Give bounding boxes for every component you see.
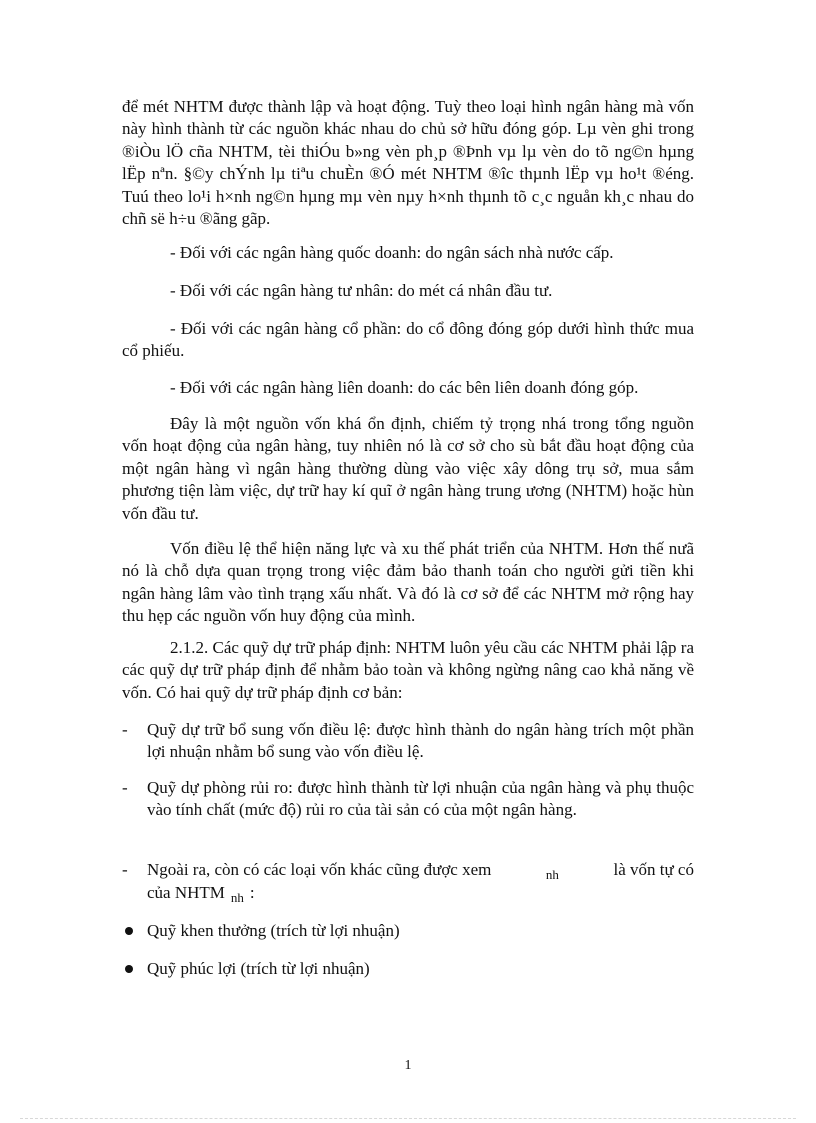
dash-item-supplementary-fund	[122, 719, 694, 764]
state-banks-line: - Đối với các ngân hàng quốc doanh: do ngân sách nhà nước cấp.	[170, 243, 614, 262]
bullet-item-bonus-fund	[122, 920, 694, 942]
other-capital-part3: của NHTM	[147, 883, 225, 903]
bullet-item-welfare-fund	[122, 958, 694, 980]
reserve-funds-paragraph: 2.1.2. Các quỹ dự trữ pháp định: NHTM luôn yêu cầu các NHTM phải lập ra các quỹ dự trữ pháp định để nhằm bảo toàn và không ngừng nâng cao khả năng về vốn. Có hai quỹ dự trữ pháp định cơ bản:	[122, 638, 694, 702]
other-capital-line-2	[147, 882, 694, 905]
private-banks-line: - Đối với các ngân hàng tư nhân: do mét cá nhân đầu tư.	[170, 281, 553, 300]
bullet-dot-icon	[125, 927, 133, 935]
bullet-item-text: Quỹ khen thưởng (trích từ lợi nhuận)	[147, 921, 400, 940]
dash-item-text: Quỹ dự trữ bổ sung vốn điều lệ: được hình thành do ngân hàng trích một phần lợi nhuận nhằm bổ sung vào vốn điều lệ.	[147, 720, 694, 762]
page-bottom-edge	[20, 1118, 796, 1119]
other-capital-part1: Ngoài ra, còn có các loại vốn khác cũng được xem	[147, 860, 492, 879]
bullet-dot-icon	[125, 965, 133, 973]
dash-item-other-capital	[122, 859, 694, 906]
intro-paragraph: để mét NHTM được thành lập và hoạt động. Tuỳ theo loại hình ngân hàng mà vốn này hình thành từ các nguồn khác nhau do chủ sở hữu đóng góp. Lµ vèn ghi trong ®iÒu lÖ cña NHTM, tèi thiÓu b»ng vèn ph¸p ®Þnh vµ lµ vèn do tõ ng©n hµng lËp nªn. §©y chÝnh lµ tiªu chuÈn ®Ó mét NHTM ®îc thµnh lËp vµ ho¹t ®éng. Tuú theo lo¹i h×nh ng©n hµng mµ vèn nµy h×nh thµnh tõ c¸c nguån kh¸c nhau do chñ së h÷u ®ãng gãp.	[122, 97, 694, 229]
dash-marker: -	[122, 778, 128, 797]
page-number: 1	[404, 1058, 412, 1073]
joint-venture-banks-line: - Đối với các ngân hàng liên doanh: do các bên liên doanh đóng góp.	[170, 378, 639, 397]
other-capital-note1: nh	[545, 867, 559, 882]
joint-stock-banks-line: - Đối với các ngân hàng cổ phần: do cổ đông đóng góp dưới hình thức mua cổ phiếu.	[122, 319, 694, 361]
other-capital-part2: là vốn tự có	[613, 860, 694, 879]
dash-marker: -	[122, 720, 128, 739]
charter-capital-paragraph: Vốn điều lệ thể hiện năng lực và xu thế phát triển của NHTM. Hơn thế nưã nó là chỗ dựa quan trọng trong việc đảm bảo thanh toán cho người gửi tiền khi ngân hàng lâm vào tình trạng xấu nhất. Và đó là cơ sở để các NHTM mở rộng hay thu hẹp các nguồn vốn huy động của mình.	[122, 539, 694, 626]
dash-item-text: Quỹ dự phòng rủi ro: được hình thành từ lợi nhuận của ngân hàng và phụ thuộc vào tính chất (mức độ) rủi ro của tài sản có của một ngân hàng.	[147, 778, 694, 820]
other-capital-note2: nh	[230, 890, 244, 906]
other-capital-line-1	[147, 859, 694, 882]
dash-item-text	[147, 859, 694, 906]
other-capital-part4: :	[249, 883, 255, 903]
dash-item-risk-fund	[122, 777, 694, 822]
bullet-item-text: Quỹ phúc lợi (trích từ lợi nhuận)	[147, 959, 370, 978]
dash-marker: -	[122, 860, 128, 879]
stability-paragraph: Đây là một nguồn vốn khá ổn định, chiếm tỷ trọng nhá trong tổng nguồn vốn hoạt động của ngân hàng, tuy nhiên nó là cơ sở cho sù bắt đầu hoạt động của một ngân hàng vì ngân hàng thường dùng vào việc xây dông trụ sở, mua sắm phương tiện làm việc, dự trữ hay kí quĩ ở ngân hàng trung ương (NHTM) hoặc hùn vốn đầu tư.	[122, 414, 694, 523]
